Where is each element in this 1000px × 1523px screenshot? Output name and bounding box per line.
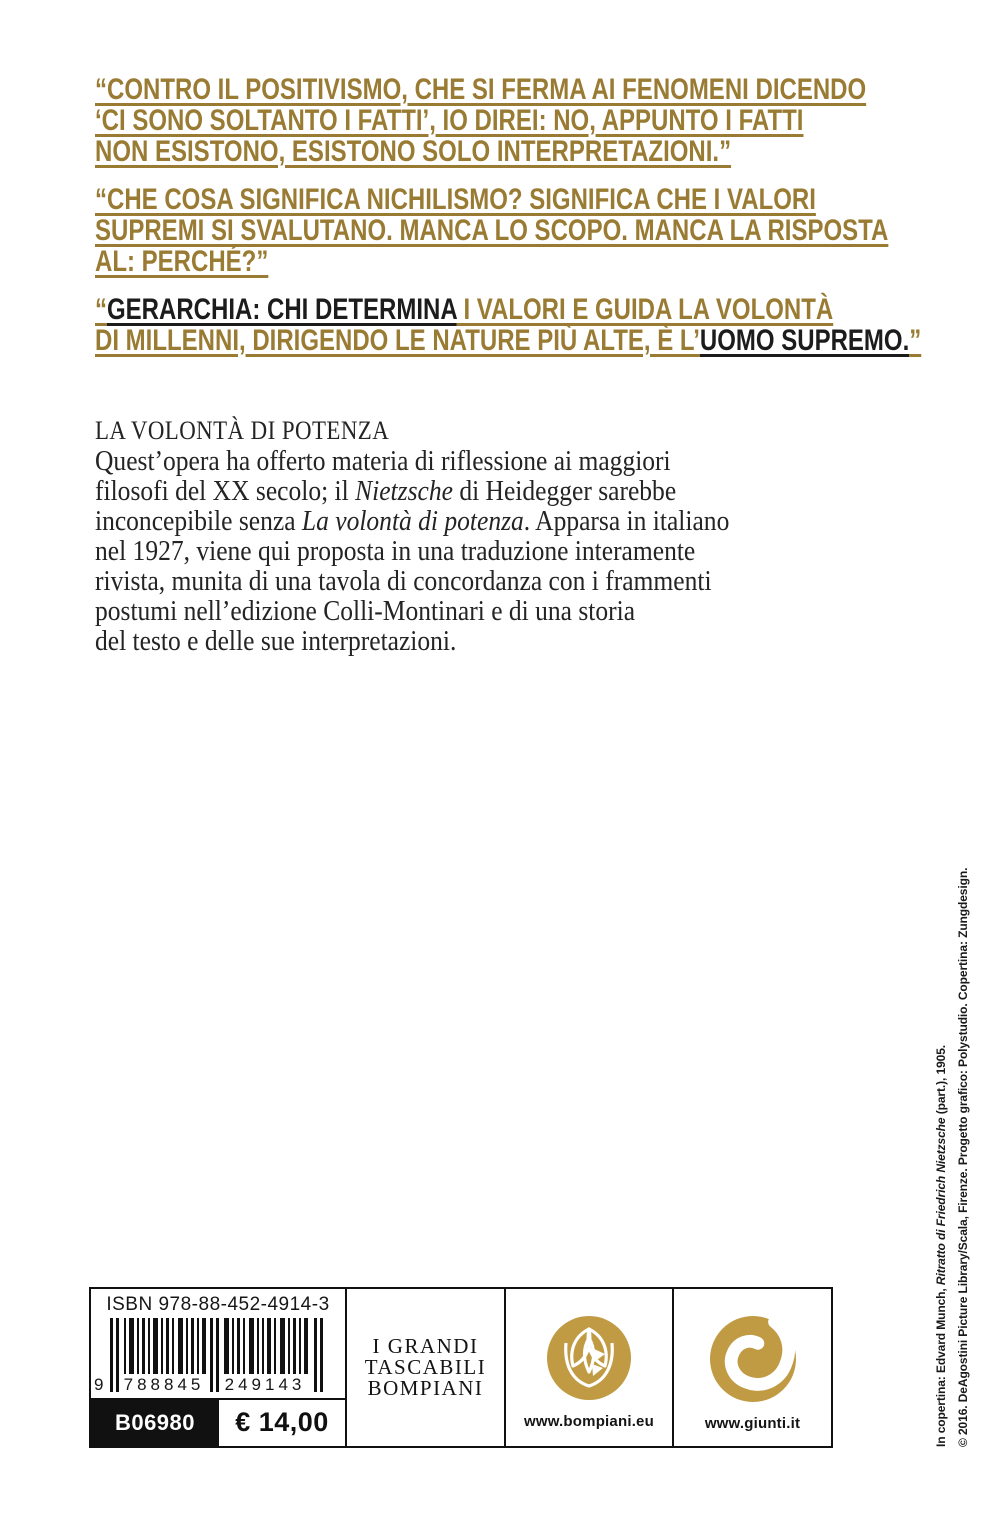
barcode [94,1318,336,1394]
quote-3-line-2: DI MILLENNI, DIRIGENDO LE NATURE PIÙ ALTE, È L’UOMO SUPREMO.” [95,324,922,357]
book-description [95,416,729,656]
quote-2-line-2: SUPREMI SI SVALUTANO. MANCA LO SCOPO. MANCA LA RISPOSTA [95,214,889,247]
bompiani-flower-icon [547,1316,631,1400]
description-line: del testo e delle sue interpretazioni. [95,625,457,657]
isbn-cell [91,1289,347,1446]
series-line-2: TASCABILI [364,1355,487,1379]
credits-copyright-line: © 2016. DeAgostini Picture Library/Scala, Firenze. Progetto grafico: Polystudio. Copertina: Zungdesign. [956,867,970,1447]
quote-1-line-1: “CONTRO IL POSITIVISMO, CHE SI FERMA AI FENOMENI DICENDO [95,73,867,106]
description-line: postumi nell’edizione Colli-Montinari e di una storia [95,595,636,627]
bompiani-url: www.bompiani.eu [524,1413,654,1430]
description-line: nel 1927, viene qui proposta in una traduzione interamente [95,535,696,567]
series-cell [347,1289,506,1446]
quote-2-line-3: AL: PERCHÉ?” [95,245,269,278]
bompiani-cell [506,1289,674,1446]
barcode-digit-left: 9 [94,1375,104,1394]
book-title: LA VOLONTÀ DI POTENZA [95,416,390,445]
description-line: Quest’opera ha offerto materia di riflessione ai maggiori [95,445,671,477]
quote-1 [95,74,866,167]
barcode-digit-group2: 249143 [224,1375,306,1394]
giunti-url: www.giunti.it [704,1415,801,1432]
series-line-3: BOMPIANI [367,1376,484,1400]
description-line: inconcepibile senza La volontà di potenza. Apparsa in italiano [95,505,730,537]
giunti-spiral-icon [710,1316,796,1402]
series-label [365,1336,486,1399]
credits-cover-line: In copertina: Edvard Munch, Ritratto di Friedrich Nietzsche (part.), 1905. [934,1044,948,1447]
giunti-cell [674,1289,831,1446]
footer-box [89,1287,833,1448]
isbn-label: ISBN 978-88-452-4914-3 [106,1294,330,1315]
quote-1-line-3: NON ESISTONO, ESISTONO SOLO INTERPRETAZIONI.” [95,135,732,168]
price: € 14,00 [235,1407,329,1437]
code-price-row [91,1398,345,1446]
series-line-1: I GRANDI [372,1334,479,1358]
description-line: filosofi del XX secolo; il Nietzsche di Heidegger sarebbe [95,475,677,507]
product-code: B06980 [91,1400,219,1446]
credits-vertical [930,868,974,1447]
quote-1-line-2: ‘CI SONO SOLTANTO I FATTI’, IO DIREI: NO, APPUNTO I FATTI [95,104,804,137]
quote-2 [95,184,888,277]
quote-3 [95,294,921,356]
description-line: rivista, munita di una tavola di concordanza con i frammenti [95,565,712,597]
barcode-digit-group1: 788845 [123,1375,205,1394]
quote-3-line-1: “GERARCHIA: CHI DETERMINA I VALORI E GUIDA LA VOLONTÀ [95,293,834,326]
quote-2-line-1: “CHE COSA SIGNIFICA NICHILISMO? SIGNIFICA CHE I VALORI [95,183,816,216]
